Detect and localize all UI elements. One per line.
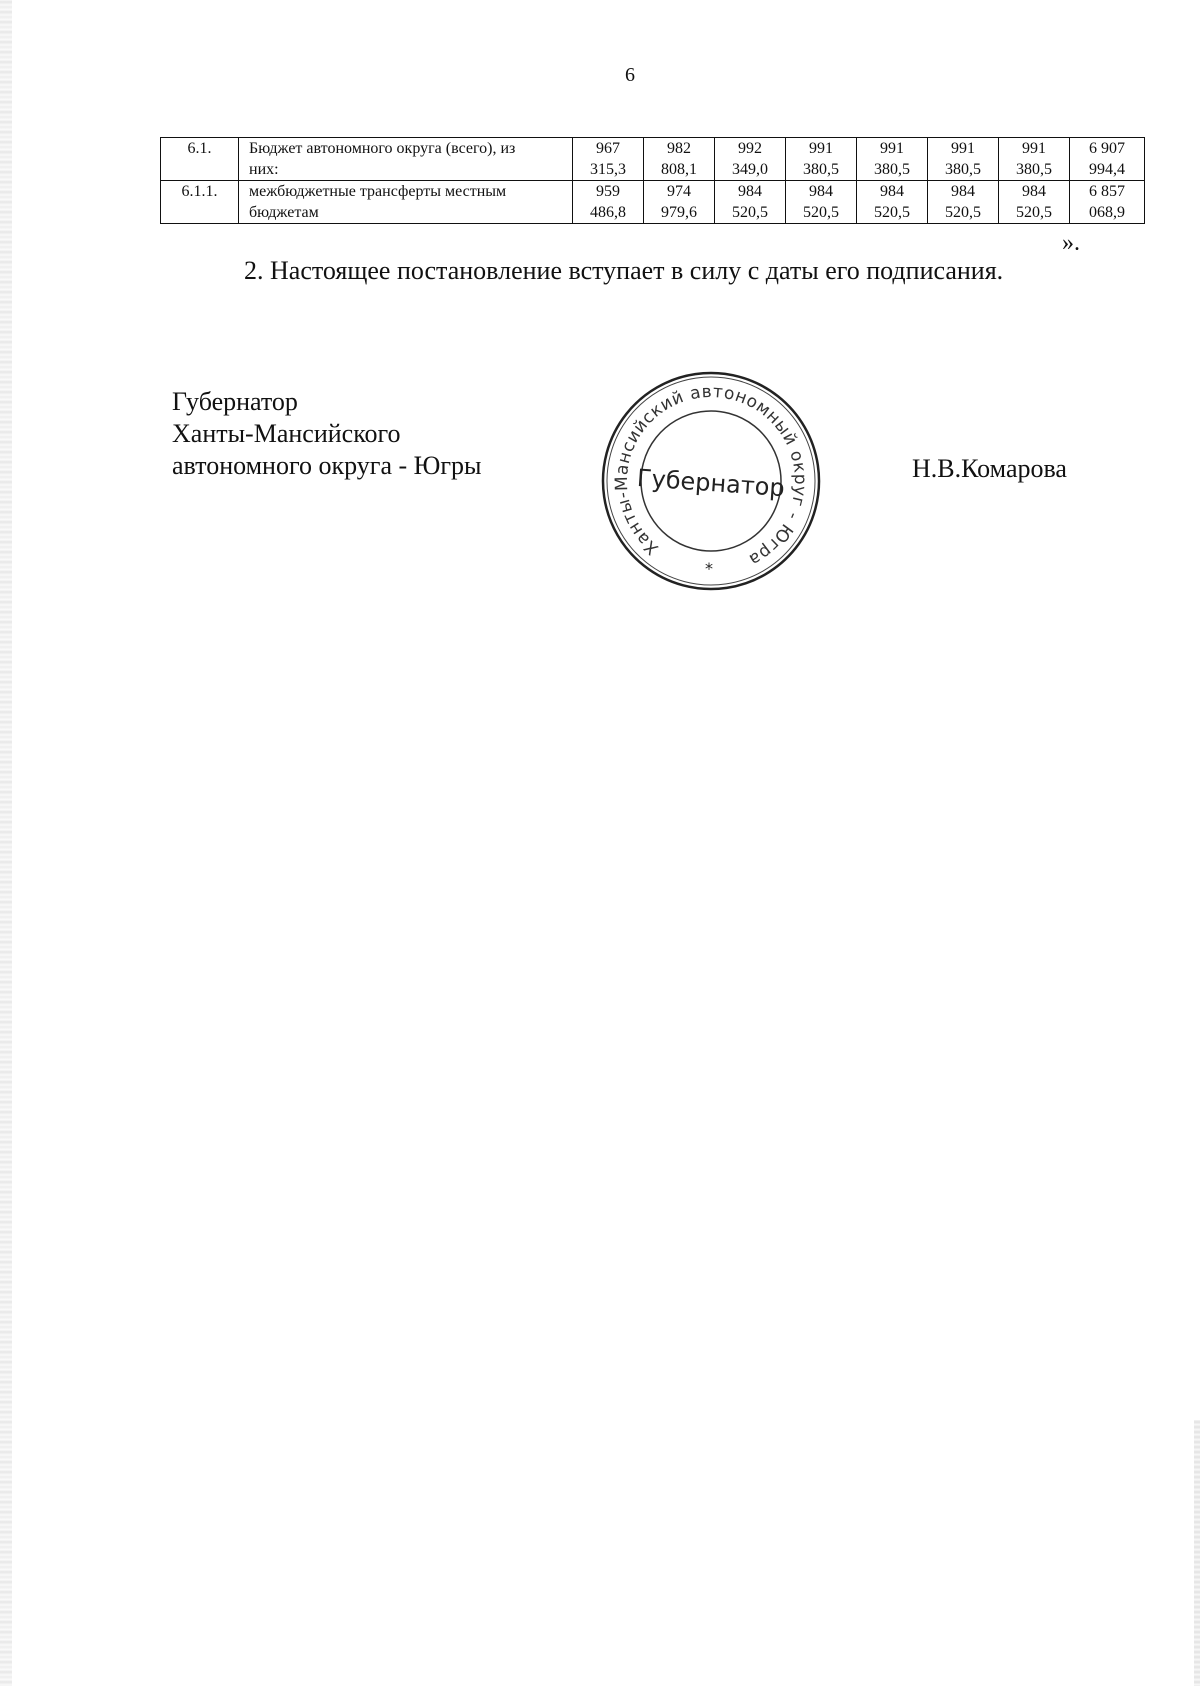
value-cell <box>715 138 786 181</box>
seal-star: * <box>705 559 713 578</box>
value-bottom: 520,5 <box>732 204 768 221</box>
page-number: 6 <box>625 64 635 86</box>
value-bottom: 349,0 <box>732 161 768 178</box>
row-code: 6.1.1. <box>161 181 239 224</box>
scan-left-edge <box>0 0 12 1686</box>
value-cell <box>857 138 928 181</box>
closing-quote: ». <box>1062 230 1080 256</box>
signer-title <box>172 386 482 482</box>
row-name <box>239 138 573 181</box>
value-top: 984 <box>880 183 904 200</box>
value-bottom: 994,4 <box>1089 161 1125 178</box>
value-bottom: 520,5 <box>874 204 910 221</box>
value-cell <box>715 181 786 224</box>
value-bottom: 520,5 <box>803 204 839 221</box>
value-top: 967 <box>596 140 620 157</box>
value-cell <box>573 138 644 181</box>
signer-name: Н.В.Комарова <box>912 454 1067 483</box>
value-top: 6 907 <box>1089 140 1125 157</box>
value-bottom: 068,9 <box>1089 204 1125 221</box>
signer-title-line: автономного округа - Югры <box>172 451 482 480</box>
value-cell <box>786 138 857 181</box>
value-cell <box>999 181 1070 224</box>
value-top: 974 <box>667 183 691 200</box>
value-cell <box>573 181 644 224</box>
seal-center-text: Губернатор <box>636 463 786 503</box>
seal-ring-text: Ханты-Мансийский автономный округ - Югра <box>611 381 811 570</box>
total-cell <box>1070 181 1145 224</box>
value-top: 984 <box>1022 183 1046 200</box>
row-name-line: бюджетам <box>249 204 319 221</box>
value-top: 984 <box>951 183 975 200</box>
value-bottom: 380,5 <box>874 161 910 178</box>
value-top: 992 <box>738 140 762 157</box>
clause-text: 2. Настоящее постановление вступает в силу с даты его подписания. <box>244 256 1004 285</box>
value-top: 6 857 <box>1089 183 1125 200</box>
signer-title-line: Ханты-Мансийского <box>172 419 401 448</box>
row-code: 6.1. <box>161 138 239 181</box>
value-bottom: 520,5 <box>945 204 981 221</box>
value-top: 984 <box>738 183 762 200</box>
row-name-line: Бюджет автономного округа (всего), из <box>249 140 516 157</box>
value-top: 982 <box>667 140 691 157</box>
value-cell <box>928 138 999 181</box>
value-cell <box>857 181 928 224</box>
value-bottom: 315,3 <box>590 161 626 178</box>
value-bottom: 520,5 <box>1016 204 1052 221</box>
value-top: 991 <box>951 140 975 157</box>
value-top: 991 <box>1022 140 1046 157</box>
value-top: 959 <box>596 183 620 200</box>
value-bottom: 380,5 <box>803 161 839 178</box>
value-top: 991 <box>809 140 833 157</box>
row-name-line: них: <box>249 161 279 178</box>
value-top: 984 <box>809 183 833 200</box>
value-cell <box>928 181 999 224</box>
value-cell <box>786 181 857 224</box>
budget-table <box>160 137 1145 224</box>
value-bottom: 380,5 <box>945 161 981 178</box>
value-top: 991 <box>880 140 904 157</box>
row-name-line: межбюджетные трансферты местным <box>249 183 507 200</box>
official-seal <box>598 368 824 594</box>
scan-right-edge <box>1194 1420 1200 1686</box>
value-cell <box>644 181 715 224</box>
table-row <box>161 181 1145 224</box>
value-cell <box>999 138 1070 181</box>
total-cell <box>1070 138 1145 181</box>
row-name <box>239 181 573 224</box>
value-cell <box>644 138 715 181</box>
value-bottom: 808,1 <box>661 161 697 178</box>
value-bottom: 979,6 <box>661 204 697 221</box>
table-row <box>161 138 1145 181</box>
value-bottom: 486,8 <box>590 204 626 221</box>
value-bottom: 380,5 <box>1016 161 1052 178</box>
signer-title-line: Губернатор <box>172 387 298 416</box>
